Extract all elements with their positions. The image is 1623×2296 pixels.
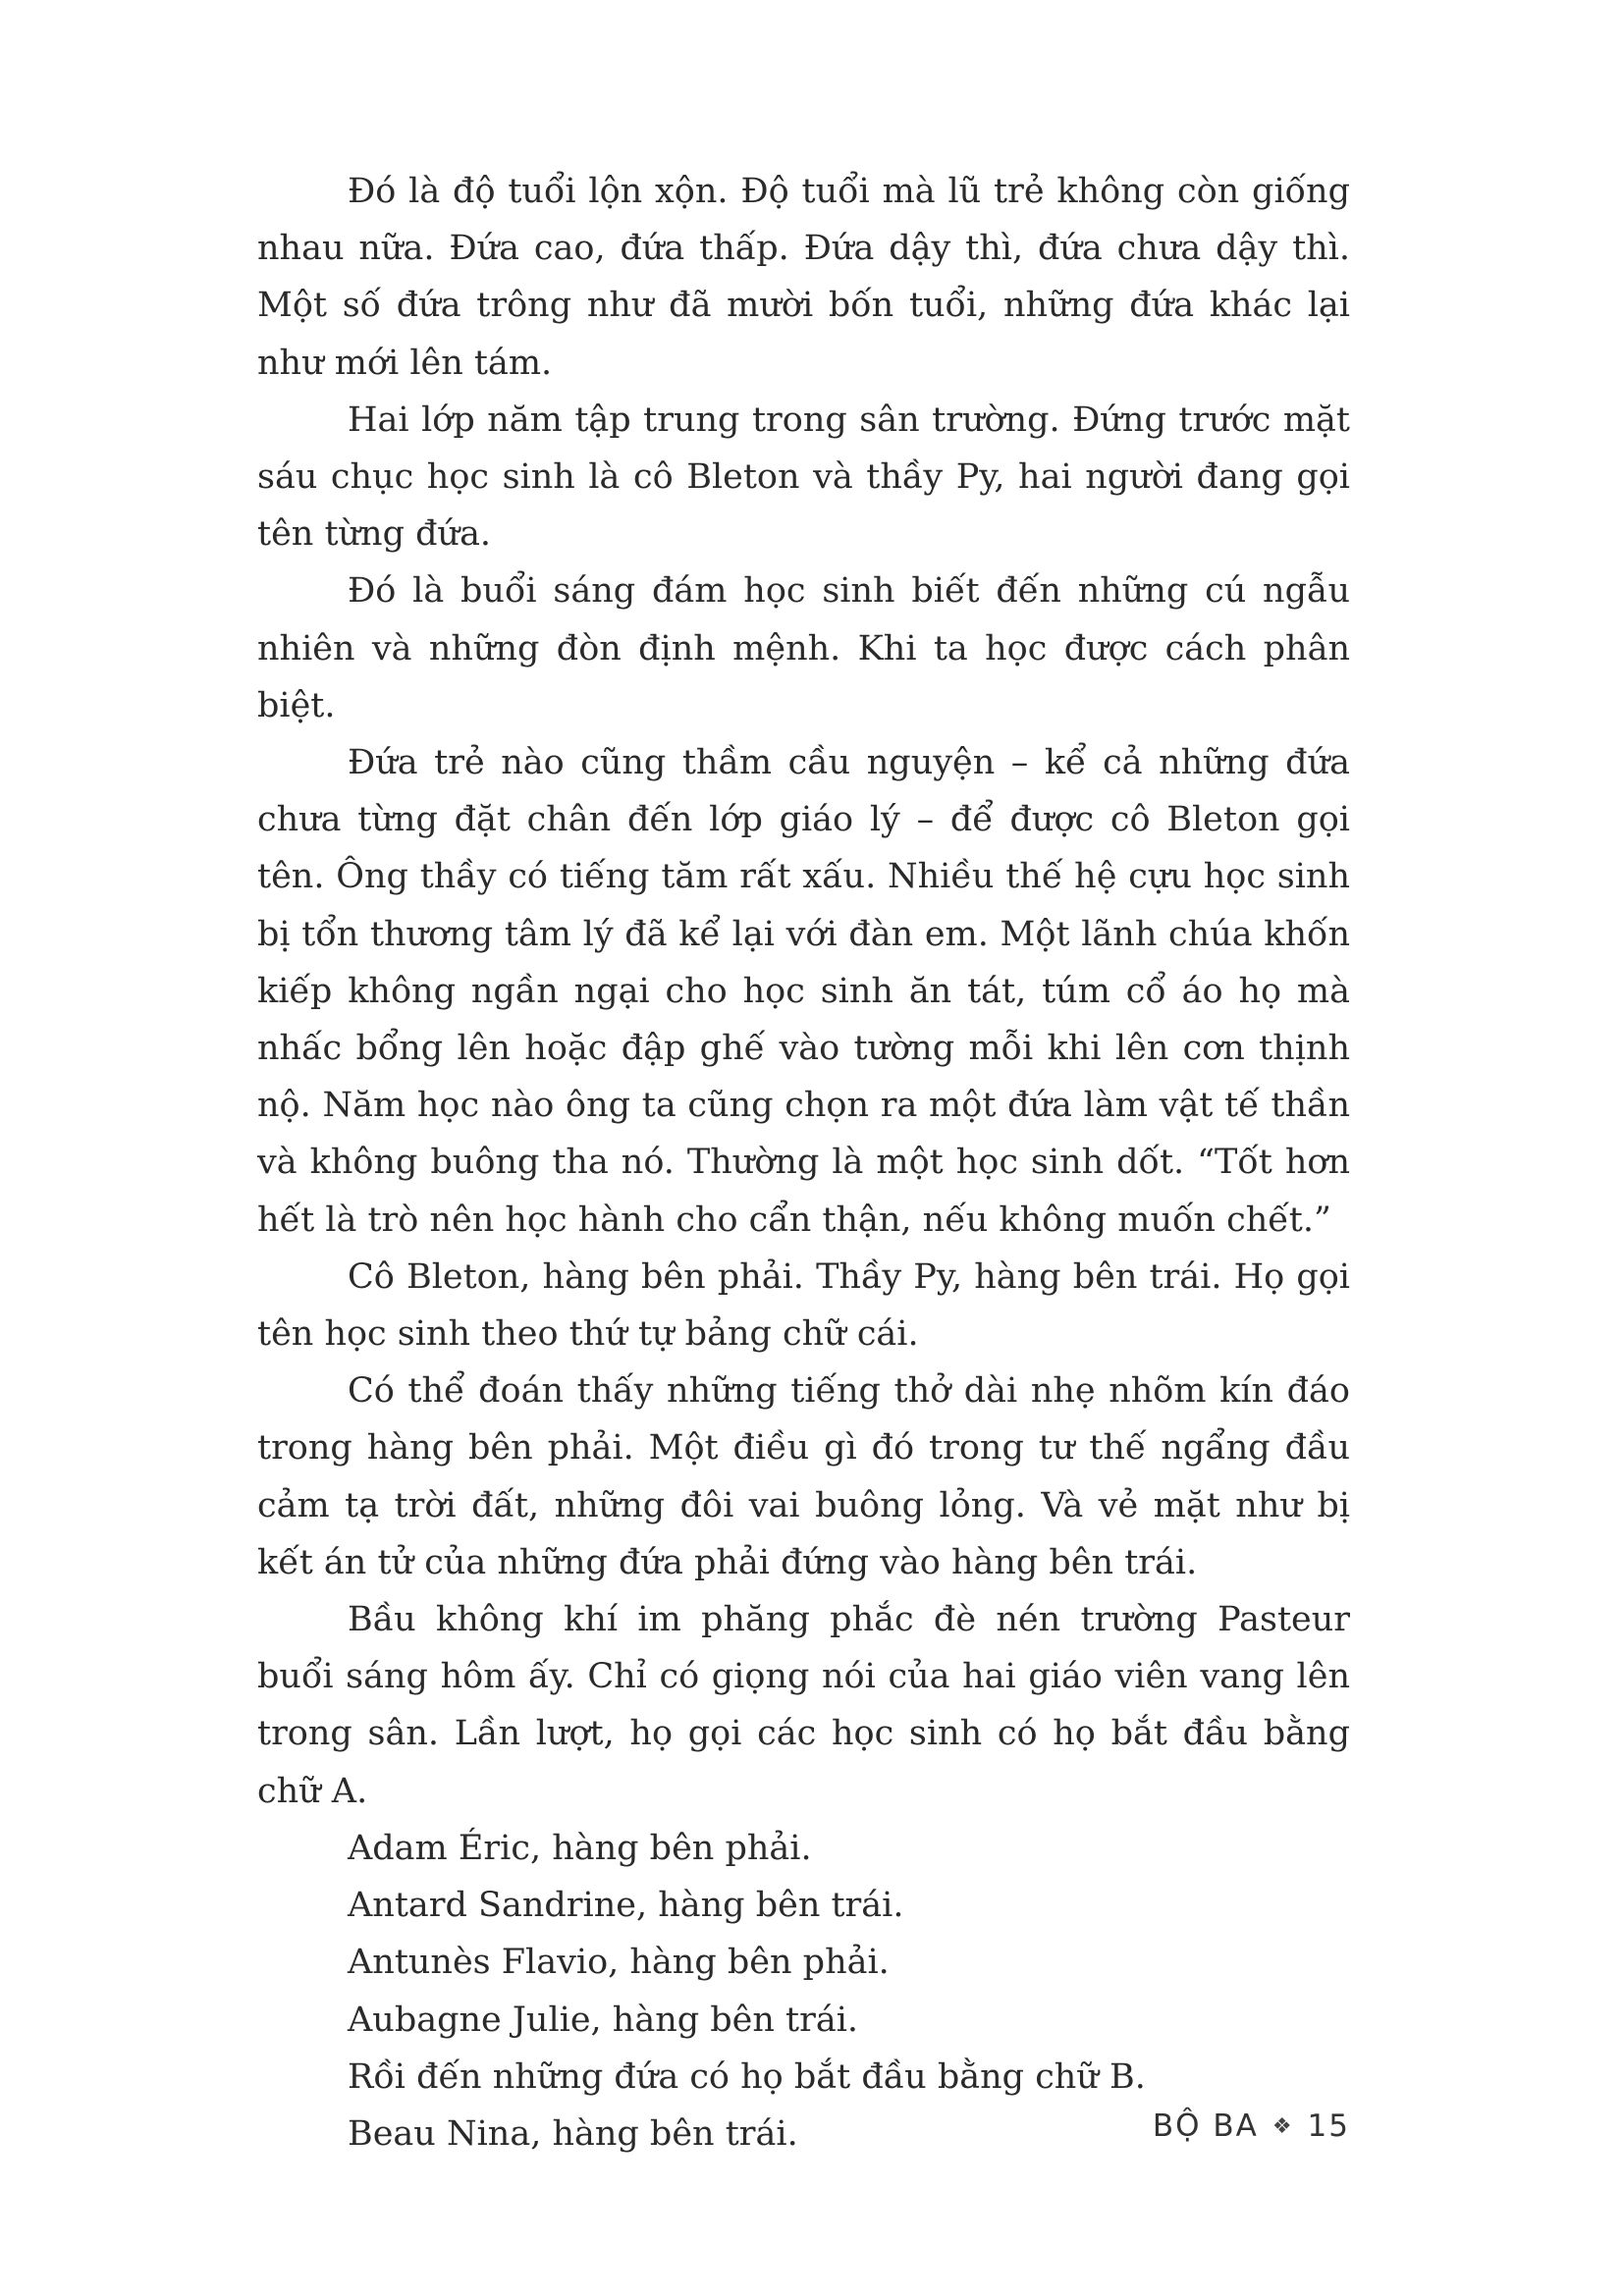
paragraph: Đó là buổi sáng đám học sinh biết đến những cú ngẫu nhiên và những đòn định mệnh. Khi ta học được cách phân biệt.	[257, 571, 1350, 725]
paragraph: Rồi đến những đứa có họ bắt đầu bằng chữ B.	[348, 2056, 1146, 2097]
paragraph: Bầu không khí im phăng phắc đè nén trường Pasteur buổi sáng hôm ấy. Chỉ có giọng nói của hai giáo viên vang lên trong sân. Lần lượt, họ gọi các học sinh có họ bắt đầu bằng chữ A.	[257, 1600, 1350, 1811]
page-footer	[1153, 2109, 1350, 2144]
paragraph: Hai lớp năm tập trung trong sân trường. Đứng trước mặt sáu chục học sinh là cô Bleton và thầy Py, hai người đang gọi tên từng đứa.	[257, 400, 1350, 555]
paragraph: Đứa trẻ nào cũng thầm cầu nguyện – kể cả những đứa chưa từng đặt chân đến lớp giáo lý – để được cô Bleton gọi tên. Ông thầy có tiếng tăm rất xấu. Nhiều thế hệ cựu học sinh bị tổn thương tâm lý đã kể lại với đàn em. Một lãnh chúa khốn kiếp không ngần ngại cho học sinh ăn tát, túm cổ áo họ mà nhấc bổng lên hoặc đập ghế vào tường mỗi khi lên cơn thịnh nộ. Năm học nào ông ta cũng chọn ra một đứa làm vật tế thần và không buông tha nó. Thường là một học sinh dốt. “Tốt hơn hết là trò nên học hành cho cẩn thận, nếu không muốn chết.”	[257, 743, 1350, 1240]
body-text	[257, 163, 1350, 2163]
diamond-ornament-icon: ❖	[1271, 2113, 1294, 2139]
paragraph: Đó là độ tuổi lộn xộn. Độ tuổi mà lũ trẻ không còn giống nhau nữa. Đứa cao, đứa thấp. Đứa dậy thì, đứa chưa dậy thì. Một số đứa trông như đã mười bốn tuổi, những đứa khác lại như mới lên tám.	[257, 172, 1350, 383]
book-title: BỘ BA	[1152, 2109, 1259, 2144]
paragraph: Antard Sandrine, hàng bên trái.	[348, 1886, 904, 1926]
page-number: 15	[1307, 2109, 1350, 2144]
paragraph: Antunès Flavio, hàng bên phải.	[348, 1943, 890, 1983]
paragraph: Beau Nina, hàng bên trái.	[348, 2113, 798, 2154]
paragraph: Cô Bleton, hàng bên phải. Thầy Py, hàng bên trái. Họ gọi tên học sinh theo thứ tự bảng chữ cái.	[257, 1256, 1350, 1355]
paragraph: Có thể đoán thấy những tiếng thở dài nhẹ nhõm kín đáo trong hàng bên phải. Một điều gì đó trong tư thế ngẩng đầu cảm tạ trời đất, những đôi vai buông lỏng. Và vẻ mặt như bị kết án tử của những đứa phải đứng vào hàng bên trái.	[257, 1371, 1350, 1582]
paragraph: Adam Éric, hàng bên phải.	[348, 1828, 812, 1868]
paragraph: Aubagne Julie, hàng bên trái.	[348, 2000, 859, 2040]
